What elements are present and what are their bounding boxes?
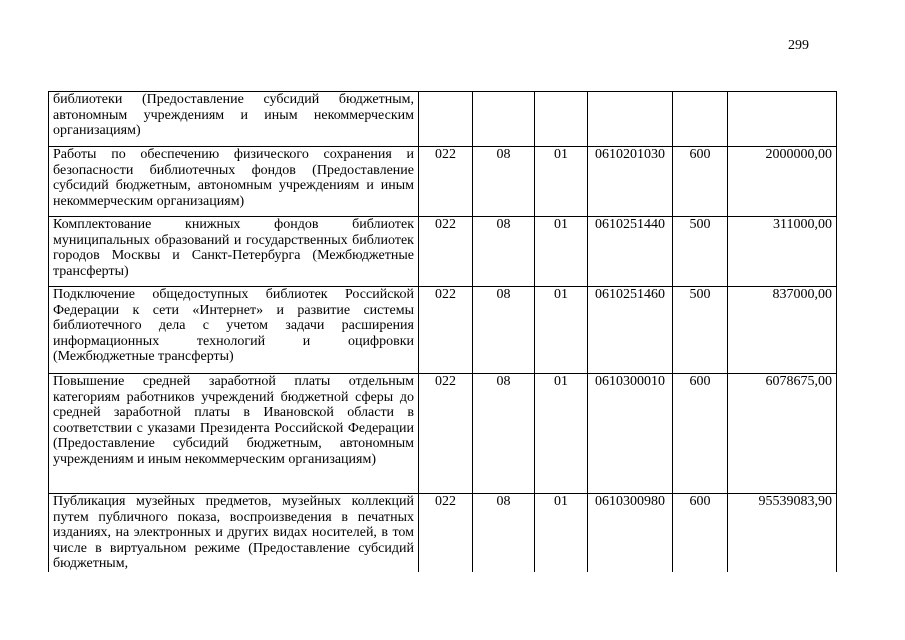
amount: 311000,00 bbox=[728, 217, 837, 287]
expense-type-code: 600 bbox=[673, 374, 728, 494]
target-article-code: 0610251460 bbox=[588, 287, 673, 374]
row-description: Работы по обеспечению физического сохранения и безопасности библиотечных фондов (Предоставление субсидий бюджетным, автономным учреждениям и иным некоммерческим организациям) bbox=[49, 147, 419, 217]
budget-table bbox=[48, 91, 837, 572]
section-code: 08 bbox=[473, 374, 535, 494]
amount: 6078675,00 bbox=[728, 374, 837, 494]
ministry-code: 022 bbox=[419, 147, 473, 217]
row-description: Повышение средней заработной платы отдельным категориям работников учреждений бюджетной сферы до средней заработной платы в Ивановской области в соответствии с указами Президента Российской Федерации (Предоставление субсидий бюджетным, автономным учреждениям и иным некоммерческим организациям) bbox=[49, 374, 419, 494]
subsection-code: 01 bbox=[535, 494, 588, 573]
amount: 95539083,90 bbox=[728, 494, 837, 573]
ministry-code: 022 bbox=[419, 374, 473, 494]
ministry-code: 022 bbox=[419, 494, 473, 573]
ministry-code bbox=[419, 92, 473, 147]
target-article-code bbox=[588, 92, 673, 147]
row-description-text: Публикация музейных предметов, музейных коллекций путем публичного показа, воспроизведения в печатных изданиях, на электронных и других видах носителей, в том числе в виртуальном режиме (Предоставление субсидий бюджетным, bbox=[53, 494, 414, 572]
section-code: 08 bbox=[473, 494, 535, 573]
row-description: Комплектование книжных фондов библиотек муниципальных образований и государственных библиотек городов Москвы и Санкт-Петербурга (Межбюджетные трансферты) bbox=[49, 217, 419, 287]
table-row bbox=[49, 287, 837, 374]
subsection-code: 01 bbox=[535, 217, 588, 287]
table-row bbox=[49, 147, 837, 217]
section-code: 08 bbox=[473, 147, 535, 217]
table-row bbox=[49, 92, 837, 147]
amount: 2000000,00 bbox=[728, 147, 837, 217]
subsection-code: 01 bbox=[535, 287, 588, 374]
subsection-code bbox=[535, 92, 588, 147]
expense-type-code bbox=[673, 92, 728, 147]
ministry-code: 022 bbox=[419, 287, 473, 374]
row-description bbox=[49, 494, 419, 573]
target-article-code: 0610300010 bbox=[588, 374, 673, 494]
table-row bbox=[49, 494, 837, 573]
expense-type-code: 600 bbox=[673, 494, 728, 573]
amount: 837000,00 bbox=[728, 287, 837, 374]
row-description: Подключение общедоступных библиотек Российской Федерации к сети «Интернет» и развитие системы библиотечного дела с учетом задачи расширения информационных технологий и оцифровки (Межбюджетные трансферты) bbox=[49, 287, 419, 374]
amount bbox=[728, 92, 837, 147]
table-row bbox=[49, 374, 837, 494]
subsection-code: 01 bbox=[535, 374, 588, 494]
target-article-code: 0610300980 bbox=[588, 494, 673, 573]
table-row bbox=[49, 217, 837, 287]
section-code bbox=[473, 92, 535, 147]
target-article-code: 0610201030 bbox=[588, 147, 673, 217]
expense-type-code: 500 bbox=[673, 217, 728, 287]
section-code: 08 bbox=[473, 217, 535, 287]
expense-type-code: 500 bbox=[673, 287, 728, 374]
row-description: библиотеки (Предоставление субсидий бюджетным, автономным учреждениям и иным некоммерческим организациям) bbox=[49, 92, 419, 147]
target-article-code: 0610251440 bbox=[588, 217, 673, 287]
subsection-code: 01 bbox=[535, 147, 588, 217]
page-number: 299 bbox=[788, 38, 809, 53]
ministry-code: 022 bbox=[419, 217, 473, 287]
expense-type-code: 600 bbox=[673, 147, 728, 217]
section-code: 08 bbox=[473, 287, 535, 374]
